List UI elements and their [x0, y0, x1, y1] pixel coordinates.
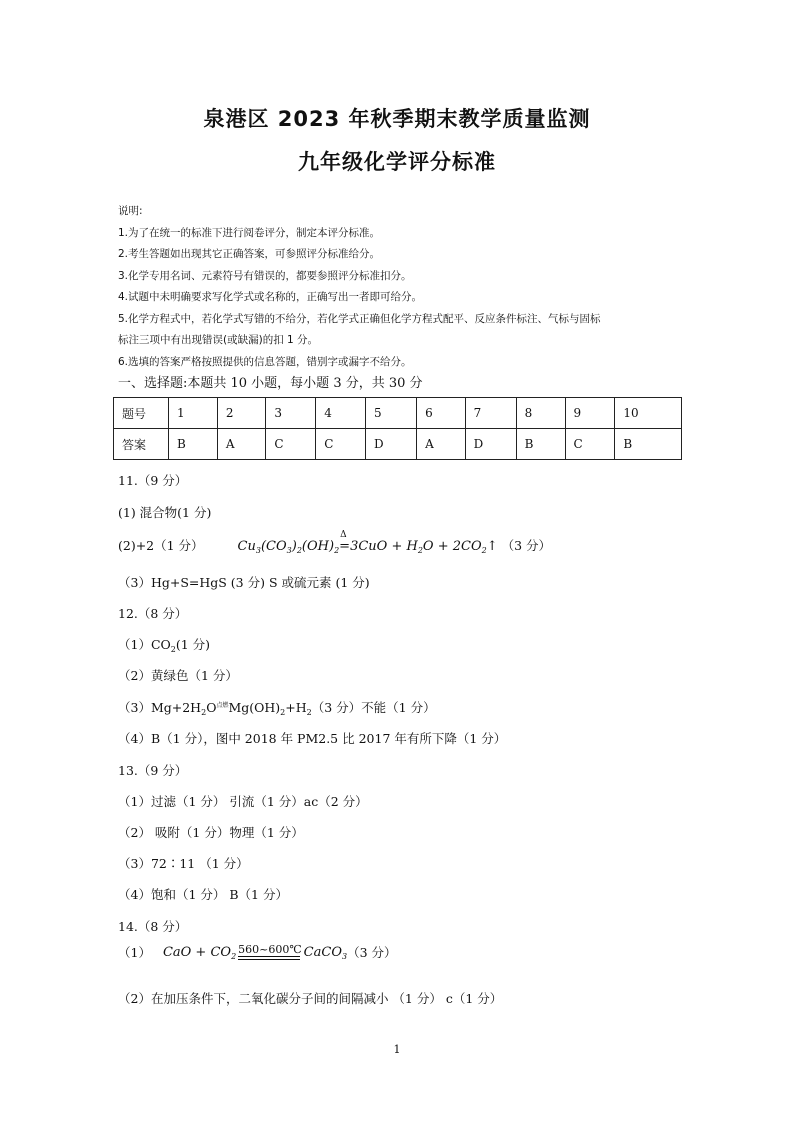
- formula-part: 3CuO + H: [350, 539, 418, 554]
- page-subtitle: 九年级化学评分标准: [298, 150, 496, 174]
- answer-cell: A: [217, 429, 265, 460]
- answer-line: （2）在加压条件下，二氧化碳分子间的间隔减小 （1 分） c（1 分）: [118, 991, 503, 1006]
- answer-line: （3）72∶11 （1 分）: [118, 856, 249, 871]
- answer-table: [113, 397, 682, 460]
- subscript: 3: [341, 951, 348, 961]
- page-title: 泉港区 2023 年秋季期末教学质量监测: [203, 107, 591, 131]
- delta-symbol: Δ: [340, 530, 347, 540]
- note-item: 1.为了在统一的标准下进行阅卷评分，制定本评分标准。: [118, 226, 381, 239]
- condition-text: 560~600℃: [238, 943, 302, 956]
- table-header-cell: 题号: [114, 398, 169, 429]
- gas-arrow: ↑: [486, 539, 498, 554]
- answer-line: [118, 698, 436, 716]
- answer-line: （3）Hg+S=HgS (3 分) S 或硫元素 (1 分): [118, 575, 370, 590]
- notes: [118, 201, 678, 373]
- subscript: 2: [417, 546, 423, 555]
- answer-text: （3 分）不能（1 分）: [311, 700, 436, 715]
- answer-line: [118, 635, 210, 653]
- formula-part: (OH): [301, 539, 335, 554]
- answer-text: +H: [285, 700, 307, 715]
- answer-cell: D: [465, 429, 516, 460]
- note-item: 5.化学方程式中，若化学式写错的不给分，若化学式正确但化学方程式配平、反应条件标注、气标与固标: [118, 312, 601, 325]
- reaction-condition: [238, 944, 302, 960]
- formula-part: CaO + CO: [162, 944, 232, 960]
- question-number-cell: 4: [316, 398, 366, 429]
- page-number: 1: [393, 1043, 401, 1056]
- answer-cell: A: [417, 429, 465, 460]
- answer-line: （2） 吸附（1 分）物理（1 分）: [118, 825, 304, 840]
- note-item: 标注三项中有出现错误(或缺漏)的扣 1 分。: [118, 334, 319, 346]
- question-number-cell: 7: [465, 398, 516, 429]
- formula-part: ): [291, 539, 297, 554]
- subscript: 2: [481, 546, 487, 555]
- reaction-condition: 点燃: [216, 702, 229, 709]
- subscript: 2: [334, 546, 340, 555]
- question-number-cell: 9: [565, 398, 615, 429]
- answer-text: (2)+2（1 分）: [118, 538, 204, 553]
- answer-cell: B: [169, 429, 218, 460]
- answer-cell: C: [316, 429, 366, 460]
- question-header: 13.（9 分）: [118, 763, 188, 778]
- answer-line: (1) 混合物(1 分): [118, 505, 212, 520]
- answer-text: （1）: [118, 945, 151, 960]
- answer-cell: C: [565, 429, 615, 460]
- chemical-equation: [163, 945, 236, 960]
- subscript: 2: [231, 951, 237, 961]
- answer-cell: B: [615, 429, 682, 460]
- question-number-cell: 6: [417, 398, 465, 429]
- question-number-cell: 10: [615, 398, 682, 429]
- answer-text: O: [206, 700, 217, 715]
- section-heading: 一、选择题:本题共 10 小题，每小题 3 分，共 30 分: [118, 376, 423, 391]
- equals-bar: [238, 956, 300, 960]
- answer-cell: B: [516, 429, 565, 460]
- chemical-equation: [237, 530, 498, 555]
- subscript: 3: [255, 546, 261, 555]
- score-text: （3 分）: [501, 538, 552, 553]
- score-text: （3 分）: [347, 945, 397, 960]
- heat-condition: [339, 530, 351, 554]
- equals-sign: =: [339, 539, 351, 554]
- answer-cell: D: [366, 429, 417, 460]
- formula-part: CaCO: [303, 944, 342, 960]
- subscript: 3: [286, 546, 292, 555]
- question-number-cell: 2: [217, 398, 265, 429]
- chemical-equation: [304, 945, 347, 960]
- answer-text: （1）CO: [118, 637, 171, 652]
- question-number-cell: 5: [366, 398, 417, 429]
- note-item: 6.选填的答案严格按照提供的信息答题，错别字或漏字不给分。: [118, 355, 412, 368]
- subscript: 2: [306, 708, 312, 717]
- answer-text: (1 分): [175, 637, 211, 652]
- formula-part: O + 2CO: [422, 539, 482, 554]
- question-number-cell: 8: [516, 398, 565, 429]
- note-item: 3.化学专用名词、元素符号有错误的，都要参照评分标准扣分。: [118, 269, 412, 282]
- question-header: 14.（8 分）: [118, 919, 188, 934]
- question-header: 11.（9 分）: [118, 473, 188, 488]
- answer-line: （2）黄绿色（1 分）: [118, 668, 238, 683]
- subscript: 2: [201, 708, 207, 717]
- subscript: 2: [280, 708, 286, 717]
- answer-text: （3）Mg+2H: [118, 700, 202, 715]
- subscript: 2: [296, 546, 302, 555]
- answer-line: （1）过滤（1 分） 引流（1 分）ac（2 分）: [118, 794, 368, 809]
- answer-line: [118, 530, 552, 555]
- question-number-cell: 3: [266, 398, 316, 429]
- answer-cell: C: [266, 429, 316, 460]
- answer-line: [118, 943, 397, 961]
- subscript: 2: [170, 645, 176, 654]
- table-header-cell: 答案: [114, 429, 169, 460]
- question-header: 12.（8 分）: [118, 606, 188, 621]
- formula-part: (CO: [260, 539, 287, 554]
- table-row: [114, 429, 682, 460]
- question-number-cell: 1: [169, 398, 218, 429]
- note-item: 4.试题中未明确要求写化学式或名称的，正确写出一者即可给分。: [118, 291, 423, 303]
- table-row: [114, 398, 682, 429]
- note-item: 2.考生答题如出现其它正确答案，可参照评分标准给分。: [118, 248, 381, 260]
- answer-line: （4）饱和（1 分） B（1 分）: [118, 887, 288, 902]
- notes-heading: 说明:: [118, 205, 143, 217]
- answer-line: （4）B（1 分），图中 2018 年 PM2.5 比 2017 年有所下降（1 分）: [118, 731, 507, 746]
- answer-text: Mg(OH): [228, 700, 281, 715]
- formula-part: Cu: [237, 539, 256, 554]
